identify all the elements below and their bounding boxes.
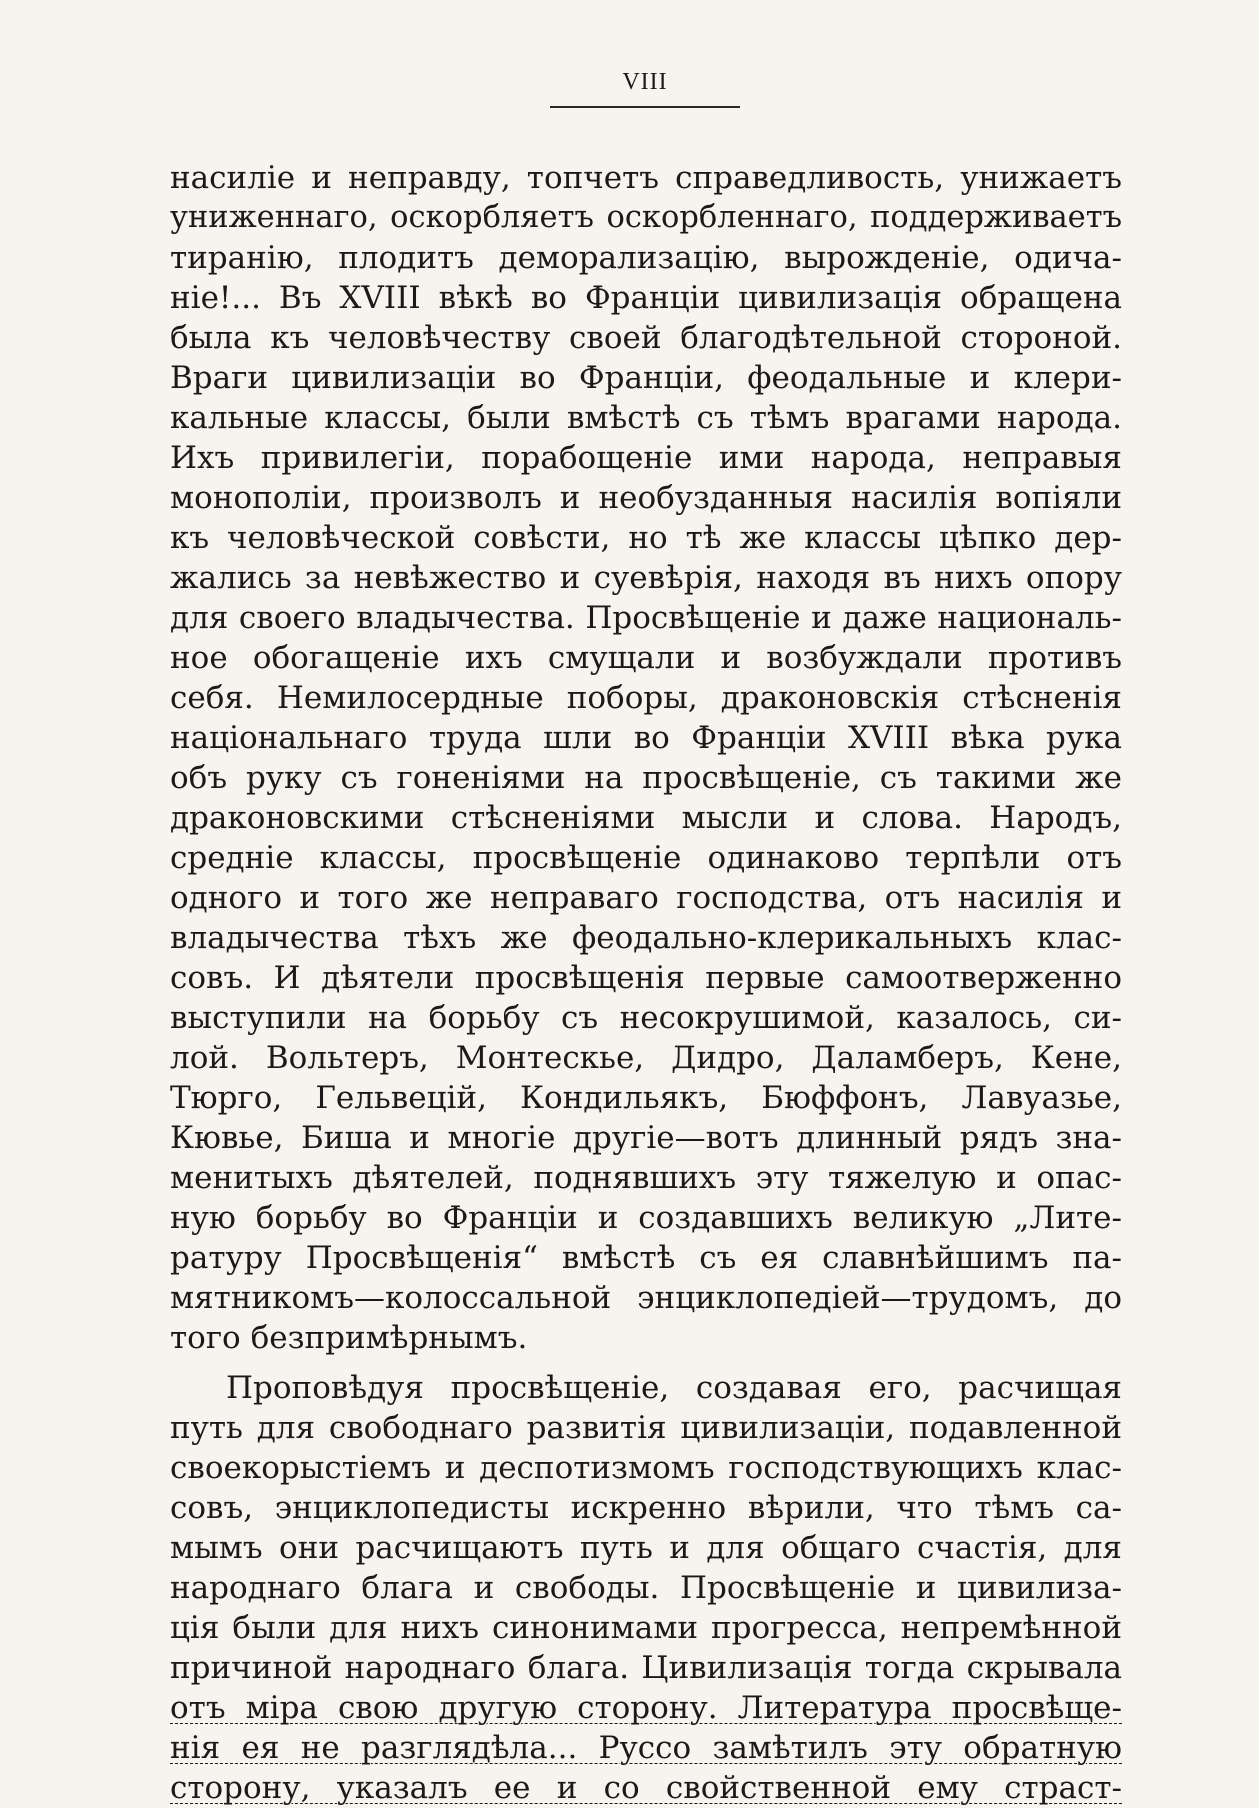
text-line: лой. Вольтеръ, Монтескье, Дидро, Даламберъ, Кене,: [170, 1040, 1122, 1076]
text-line: владычества тѣхъ же феодально-клерикальныхъ клас-: [170, 920, 1122, 956]
text-line: Кювье, Биша и многіе другіе—вотъ длинный рядъ зна-: [170, 1120, 1122, 1156]
text-line: униженнаго, оскорбляетъ оскорбленнаго, поддерживаетъ: [170, 200, 1122, 235]
text-line: жались за невѣжество и суевѣрія, находя въ нихъ опору: [170, 560, 1122, 596]
text-line-paragraph-end: того безпримѣрнымъ.: [170, 1320, 528, 1356]
text-line: мымъ они расчищаютъ путь и для общаго счастія, для: [170, 1530, 1122, 1566]
text-line: народнаго блага и свободы. Просвѣщеніе и цивилиза-: [170, 1570, 1122, 1606]
text-line: къ человѣческой совѣсти, но тѣ же классы цѣпко дер-: [170, 520, 1122, 556]
text-line: путь для свободнаго развитія цивилизаціи, подавленной: [170, 1410, 1122, 1446]
text-line-underlined: сторону, указалъ ее и со свойственной ему страст-: [170, 1770, 1122, 1806]
text-line: объ руку съ гоненіями на просвѣщеніе, съ такими же: [170, 760, 1122, 796]
text-line: была къ человѣчеству своей благодѣтельной стороной.: [170, 320, 1122, 356]
text-line: Тюрго, Гельвецій, Кондильякъ, Бюффонъ, Лавуазье,: [170, 1080, 1122, 1116]
text-line: совъ. И дѣятели просвѣщенія первые самоотверженно: [170, 960, 1122, 996]
text-line: Враги цивилизаціи во Франціи, феодальные и клери-: [170, 360, 1122, 396]
text-line: одного и того же неправаго господства, отъ насилія и: [170, 880, 1122, 916]
text-line-indented: Проповѣдуя просвѣщеніе, создавая его, расчищая: [226, 1370, 1122, 1406]
text-line: ція были для нихъ синонимами прогресса, непремѣнной: [170, 1610, 1122, 1646]
text-line: причиной народнаго блага. Цивилизація тогда скрывала: [170, 1650, 1122, 1686]
page-header: [550, 68, 740, 108]
text-line-underlined: отъ міра свою другую сторону. Литература просвѣще-: [170, 1690, 1122, 1726]
text-line: для своего владычества. Просвѣщеніе и даже националь-: [170, 600, 1122, 636]
text-line: монополіи, произволъ и необузданныя насилія вопіяли: [170, 480, 1122, 516]
text-line: Ихъ привилегіи, порабощеніе ими народа, неправыя: [170, 440, 1122, 476]
text-line: тиранію, плодитъ деморализацію, вырожденіе, одича-: [170, 240, 1122, 276]
text-line: ное обогащеніе ихъ смущали и возбуждали противъ: [170, 640, 1122, 676]
text-line: менитыхъ дѣятелей, поднявшихъ эту тяжелую и опас-: [170, 1160, 1122, 1196]
text-line: совъ, энциклопедисты искренно вѣрили, что тѣмъ са-: [170, 1490, 1122, 1526]
text-line: мятникомъ—колоссальной энциклопедіей—трудомъ, до: [170, 1280, 1122, 1316]
text-line: своекорыстіемъ и деспотизмомъ господствующихъ клас-: [170, 1450, 1122, 1486]
text-line: средніе классы, просвѣщеніе одинаково терпѣли отъ: [170, 840, 1122, 876]
paragraph-2: [170, 1368, 1122, 1808]
text-line: драконовскими стѣсненіями мысли и слова. Народъ,: [170, 800, 1122, 836]
text-line: себя. Немилосердные поборы, драконовскія стѣсненія: [170, 680, 1122, 716]
text-line: выступили на борьбу съ несокрушимой, казалось, си-: [170, 1000, 1122, 1036]
text-line: ніе!... Въ XVIII вѣкѣ во Франціи цивилизація обращена: [170, 280, 1122, 316]
paragraph-1: [170, 158, 1122, 1358]
body-text: [170, 158, 1122, 1808]
paragraph-gap: [170, 1358, 1122, 1368]
text-line-underlined: нія ея не разглядѣла... Руссо замѣтилъ эту обратную: [170, 1730, 1122, 1766]
text-line: національнаго труда шли во Франціи XVIII вѣка рука: [170, 720, 1122, 756]
text-line: кальные классы, были вмѣстѣ съ тѣмъ врагами народа.: [170, 400, 1122, 436]
header-rule: [550, 106, 740, 108]
text-line: ратуру Просвѣщенія“ вмѣстѣ съ ея славнѣйшимъ па-: [170, 1240, 1122, 1276]
page-number: VIII: [622, 69, 668, 95]
text-line: ную борьбу во Франціи и создавшихъ великую „Лите-: [170, 1200, 1122, 1236]
text-line: насиліе и неправду, топчетъ справедливость, унижаетъ: [170, 160, 1122, 196]
